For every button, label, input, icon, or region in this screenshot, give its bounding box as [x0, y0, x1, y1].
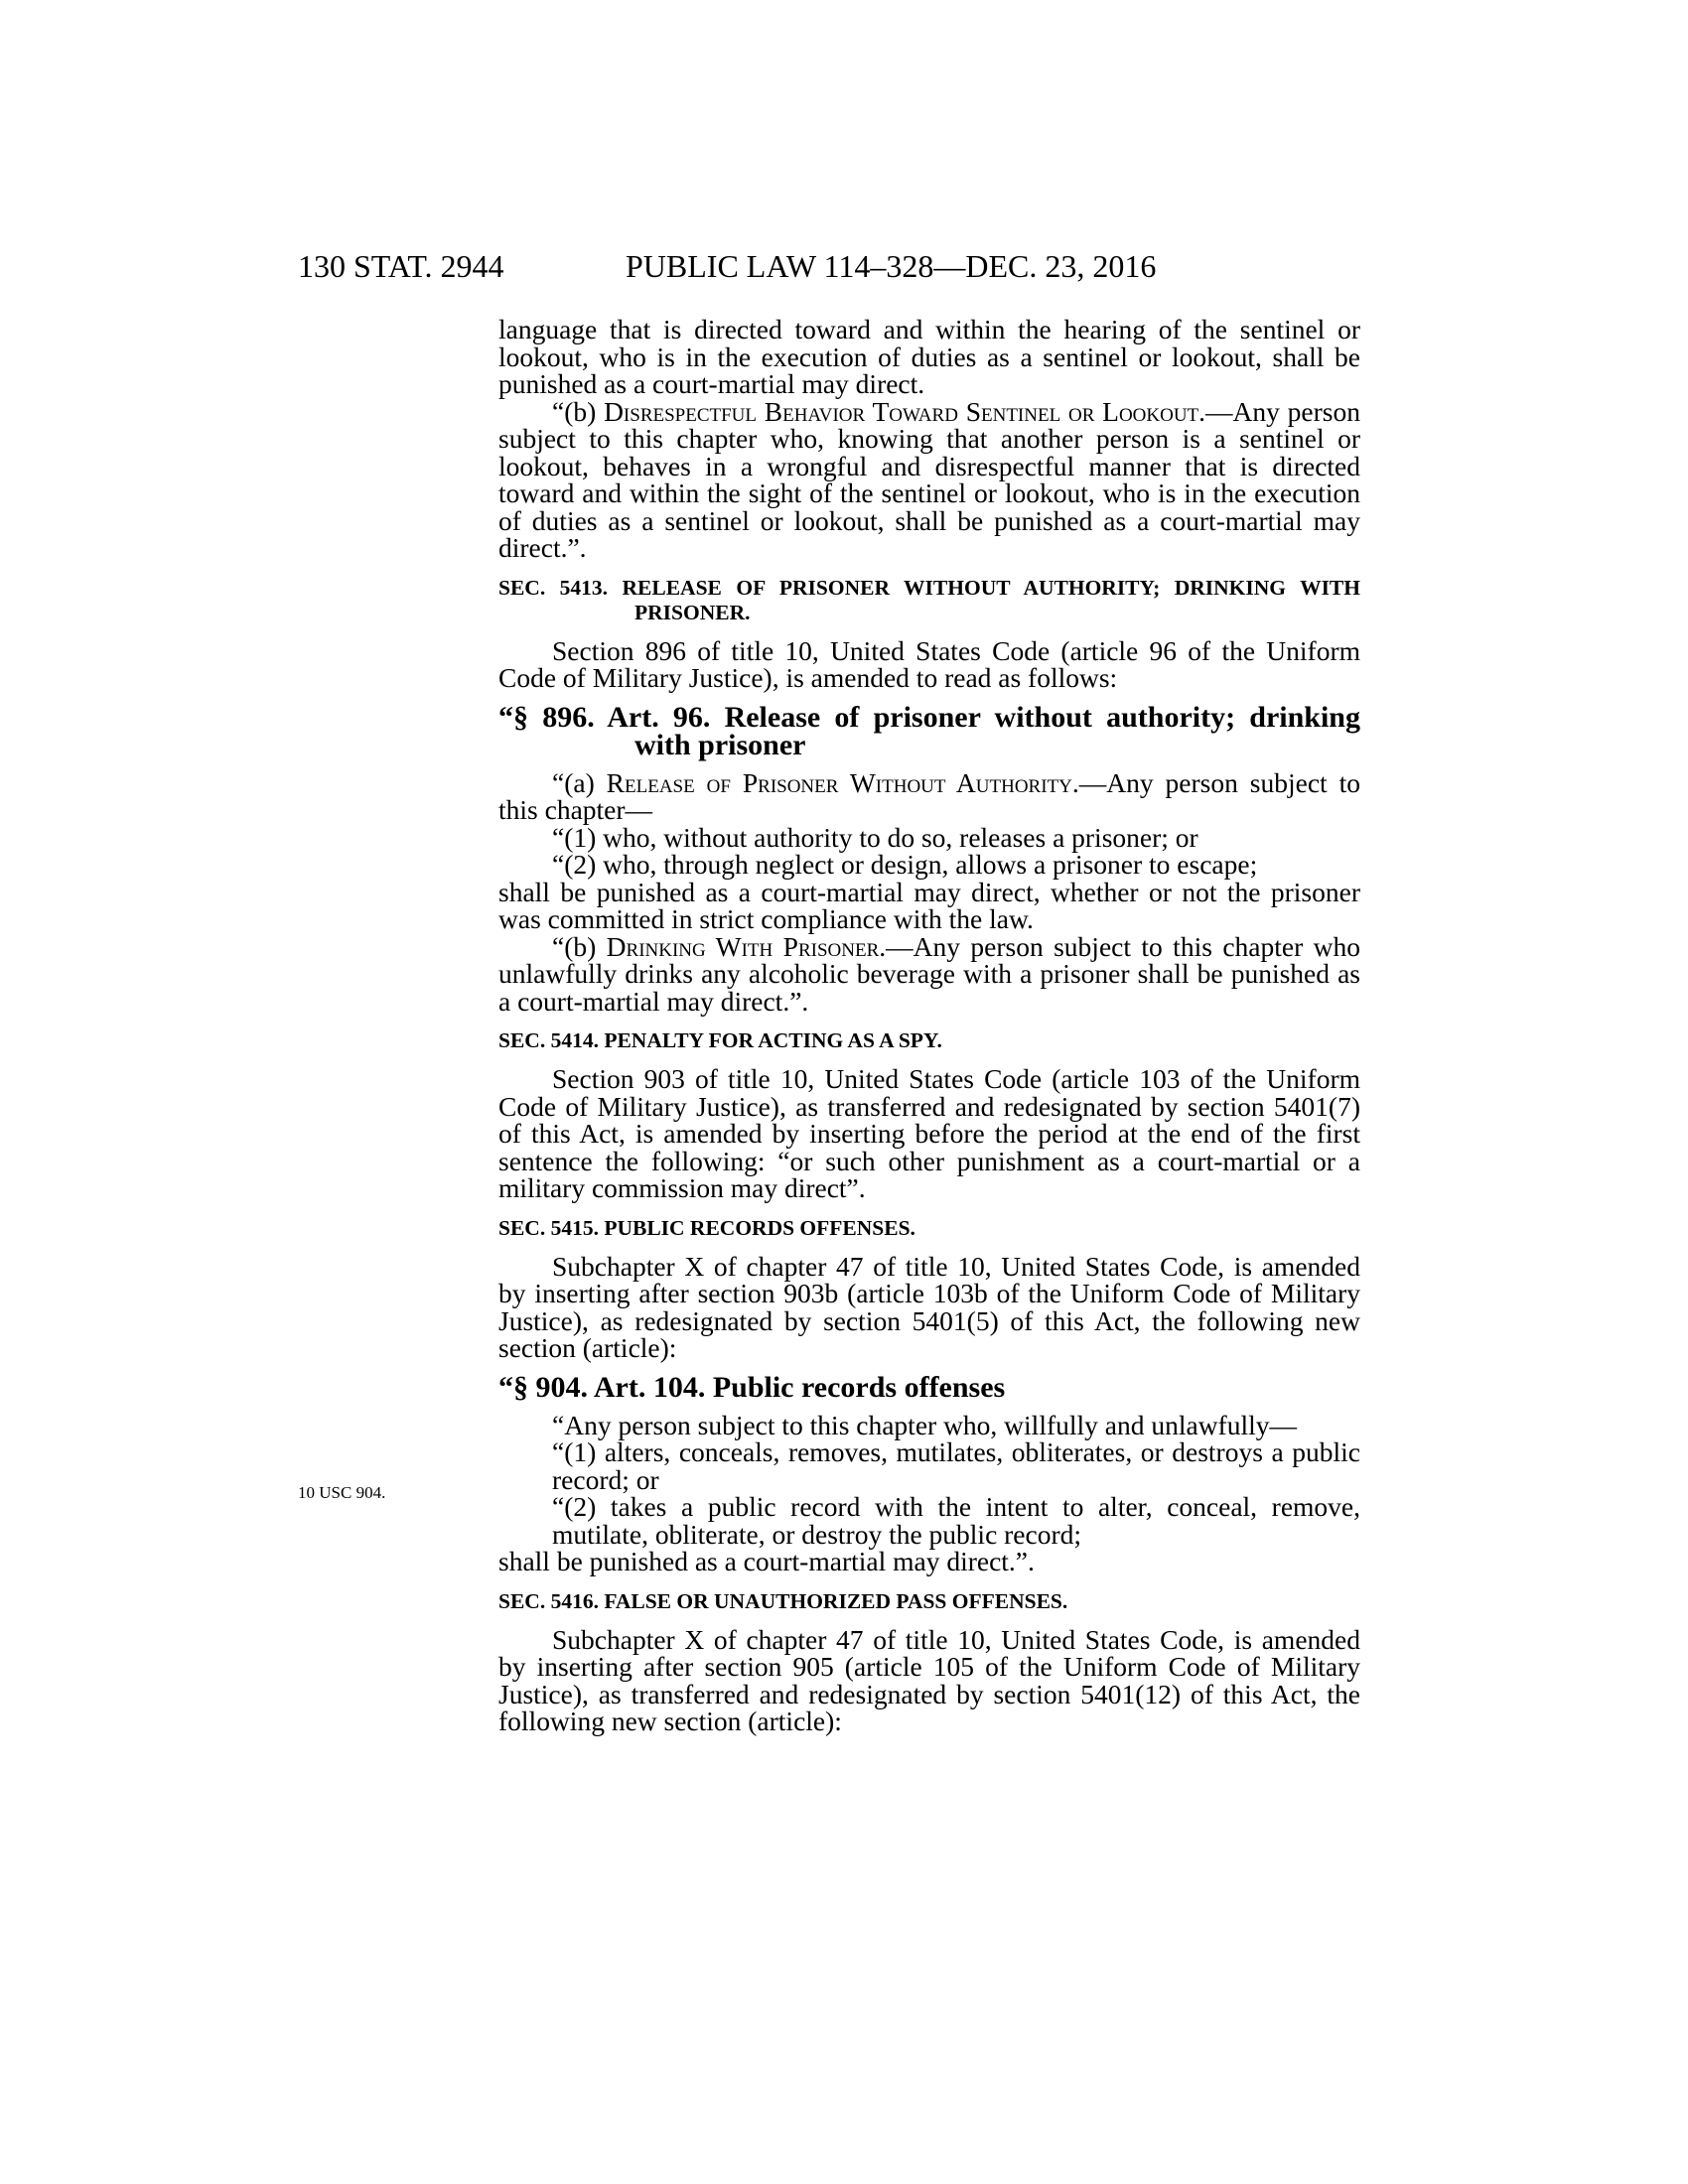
statute-page-reference: 130 STAT. 2944: [298, 248, 504, 284]
article-96-heading: “§ 896. Art. 96. Release of prisoner without authority; drinking with prisoner: [498, 700, 1360, 761]
subsection-text: —Any person subject to this chapter—: [498, 766, 1360, 825]
article-96-subsection-b: [498, 930, 1360, 1017]
subsection-heading: Release of Prisoner Without Authority.: [606, 766, 1079, 798]
article-104-item-2: “(2) takes a public record with the intent to alter, conceal, remove, mutilate, obliterate, or destroy the public record;: [552, 1491, 1360, 1550]
page-header: [298, 248, 1390, 292]
article-104-heading: “§ 904. Art. 104. Public records offenses: [498, 1370, 1006, 1404]
article-104-closing: shall be punished as a court-martial may direct.”.: [498, 1546, 1035, 1576]
subsection-text: —Any person subject to this chapter who, knowing that another person is a sentinel or lookout, behaves in a wrongful and disrespectful manner that is directed toward and within the sight of the sentinel or lookout, who is in the execution of duties as a sentinel or lookout, shall be punished as a court-martial may direct.”.: [498, 395, 1360, 563]
subsection-heading: Disrespectful Behavior Toward Sentinel or Lookout.: [604, 395, 1206, 427]
article-96-closing: shall be punished as a court-martial may direct, whether or not the prisoner was committed in strict compliance with the law.: [498, 876, 1360, 934]
article-96-item-2: “(2) who, through neglect or design, allows a prisoner to escape;: [552, 849, 1258, 880]
section-5413-heading: SEC. 5413. RELEASE OF PRISONER WITHOUT AUTHORITY; DRINKING WITH PRISONER.: [498, 575, 1360, 624]
margin-note-usc-904: 10 USC 904.: [298, 1483, 386, 1502]
continuation-paragraph: language that is directed toward and within the hearing of the sentinel or lookout, who is in the execution of duties as a sentinel or lookout, shall be punished as a court-martial may direct.: [498, 314, 1360, 399]
main-text-column: [498, 316, 1360, 1735]
section-5414-heading: SEC. 5414. PENALTY FOR ACTING AS A SPY.: [498, 1028, 942, 1052]
subsection-heading: Drinking With Prisoner.: [606, 930, 887, 962]
subsection-prefix: “(b): [552, 930, 607, 962]
section-5415-intro: Subchapter X of chapter 47 of title 10, United States Code, is amended by inserting after section 903b (article 103b of the Uniform Code of Military Justice), as redesignated by section 5401(5) of this Act, the following new section (article):: [498, 1250, 1360, 1363]
article-96-subsection-a: [498, 766, 1360, 825]
article-104-lead: “Any person subject to this chapter who, willfully and unlawfully—: [552, 1409, 1297, 1440]
section-5414-text: Section 903 of title 10, United States Code (article 103 of the Uniform Code of Military Justice), as transferred and redesignated by section 5401(7) of this Act, is amended by inserting before the period at the end of the first sentence the following: “or such other punishment as a court-martial or a military commission may direct”.: [498, 1063, 1360, 1203]
public-law-title: PUBLIC LAW 114–328—DEC. 23, 2016: [626, 248, 1157, 284]
section-5413-intro: Section 896 of title 10, United States Code (article 96 of the Uniform Code of Military Justice), is amended to read as follows:: [498, 634, 1360, 693]
subsection-text: —Any person subject to this chapter who unlawfully drinks any alcoholic beverage with a prisoner shall be punished as a court-martial may direct.”.: [498, 930, 1360, 1017]
article-104-item-1: “(1) alters, conceals, removes, mutilates, obliterates, or destroys a public record; or: [552, 1436, 1360, 1495]
subsection-b-sentinel: [498, 395, 1360, 563]
section-5415-heading: SEC. 5415. PUBLIC RECORDS OFFENSES.: [498, 1215, 915, 1240]
section-5416-intro: Subchapter X of chapter 47 of title 10, United States Code, is amended by inserting after section 905 (article 105 of the Uniform Code of Military Justice), as transferred and redesignated by section 5401(12) of this Act, the following new section (article):: [498, 1623, 1360, 1736]
article-96-item-1: “(1) who, without authority to do so, releases a prisoner; or: [552, 821, 1198, 853]
subsection-prefix: “(a): [552, 766, 607, 798]
subsection-prefix: “(b): [552, 395, 605, 427]
section-5416-heading: SEC. 5416. FALSE OR UNAUTHORIZED PASS OFFENSES.: [498, 1588, 1068, 1613]
